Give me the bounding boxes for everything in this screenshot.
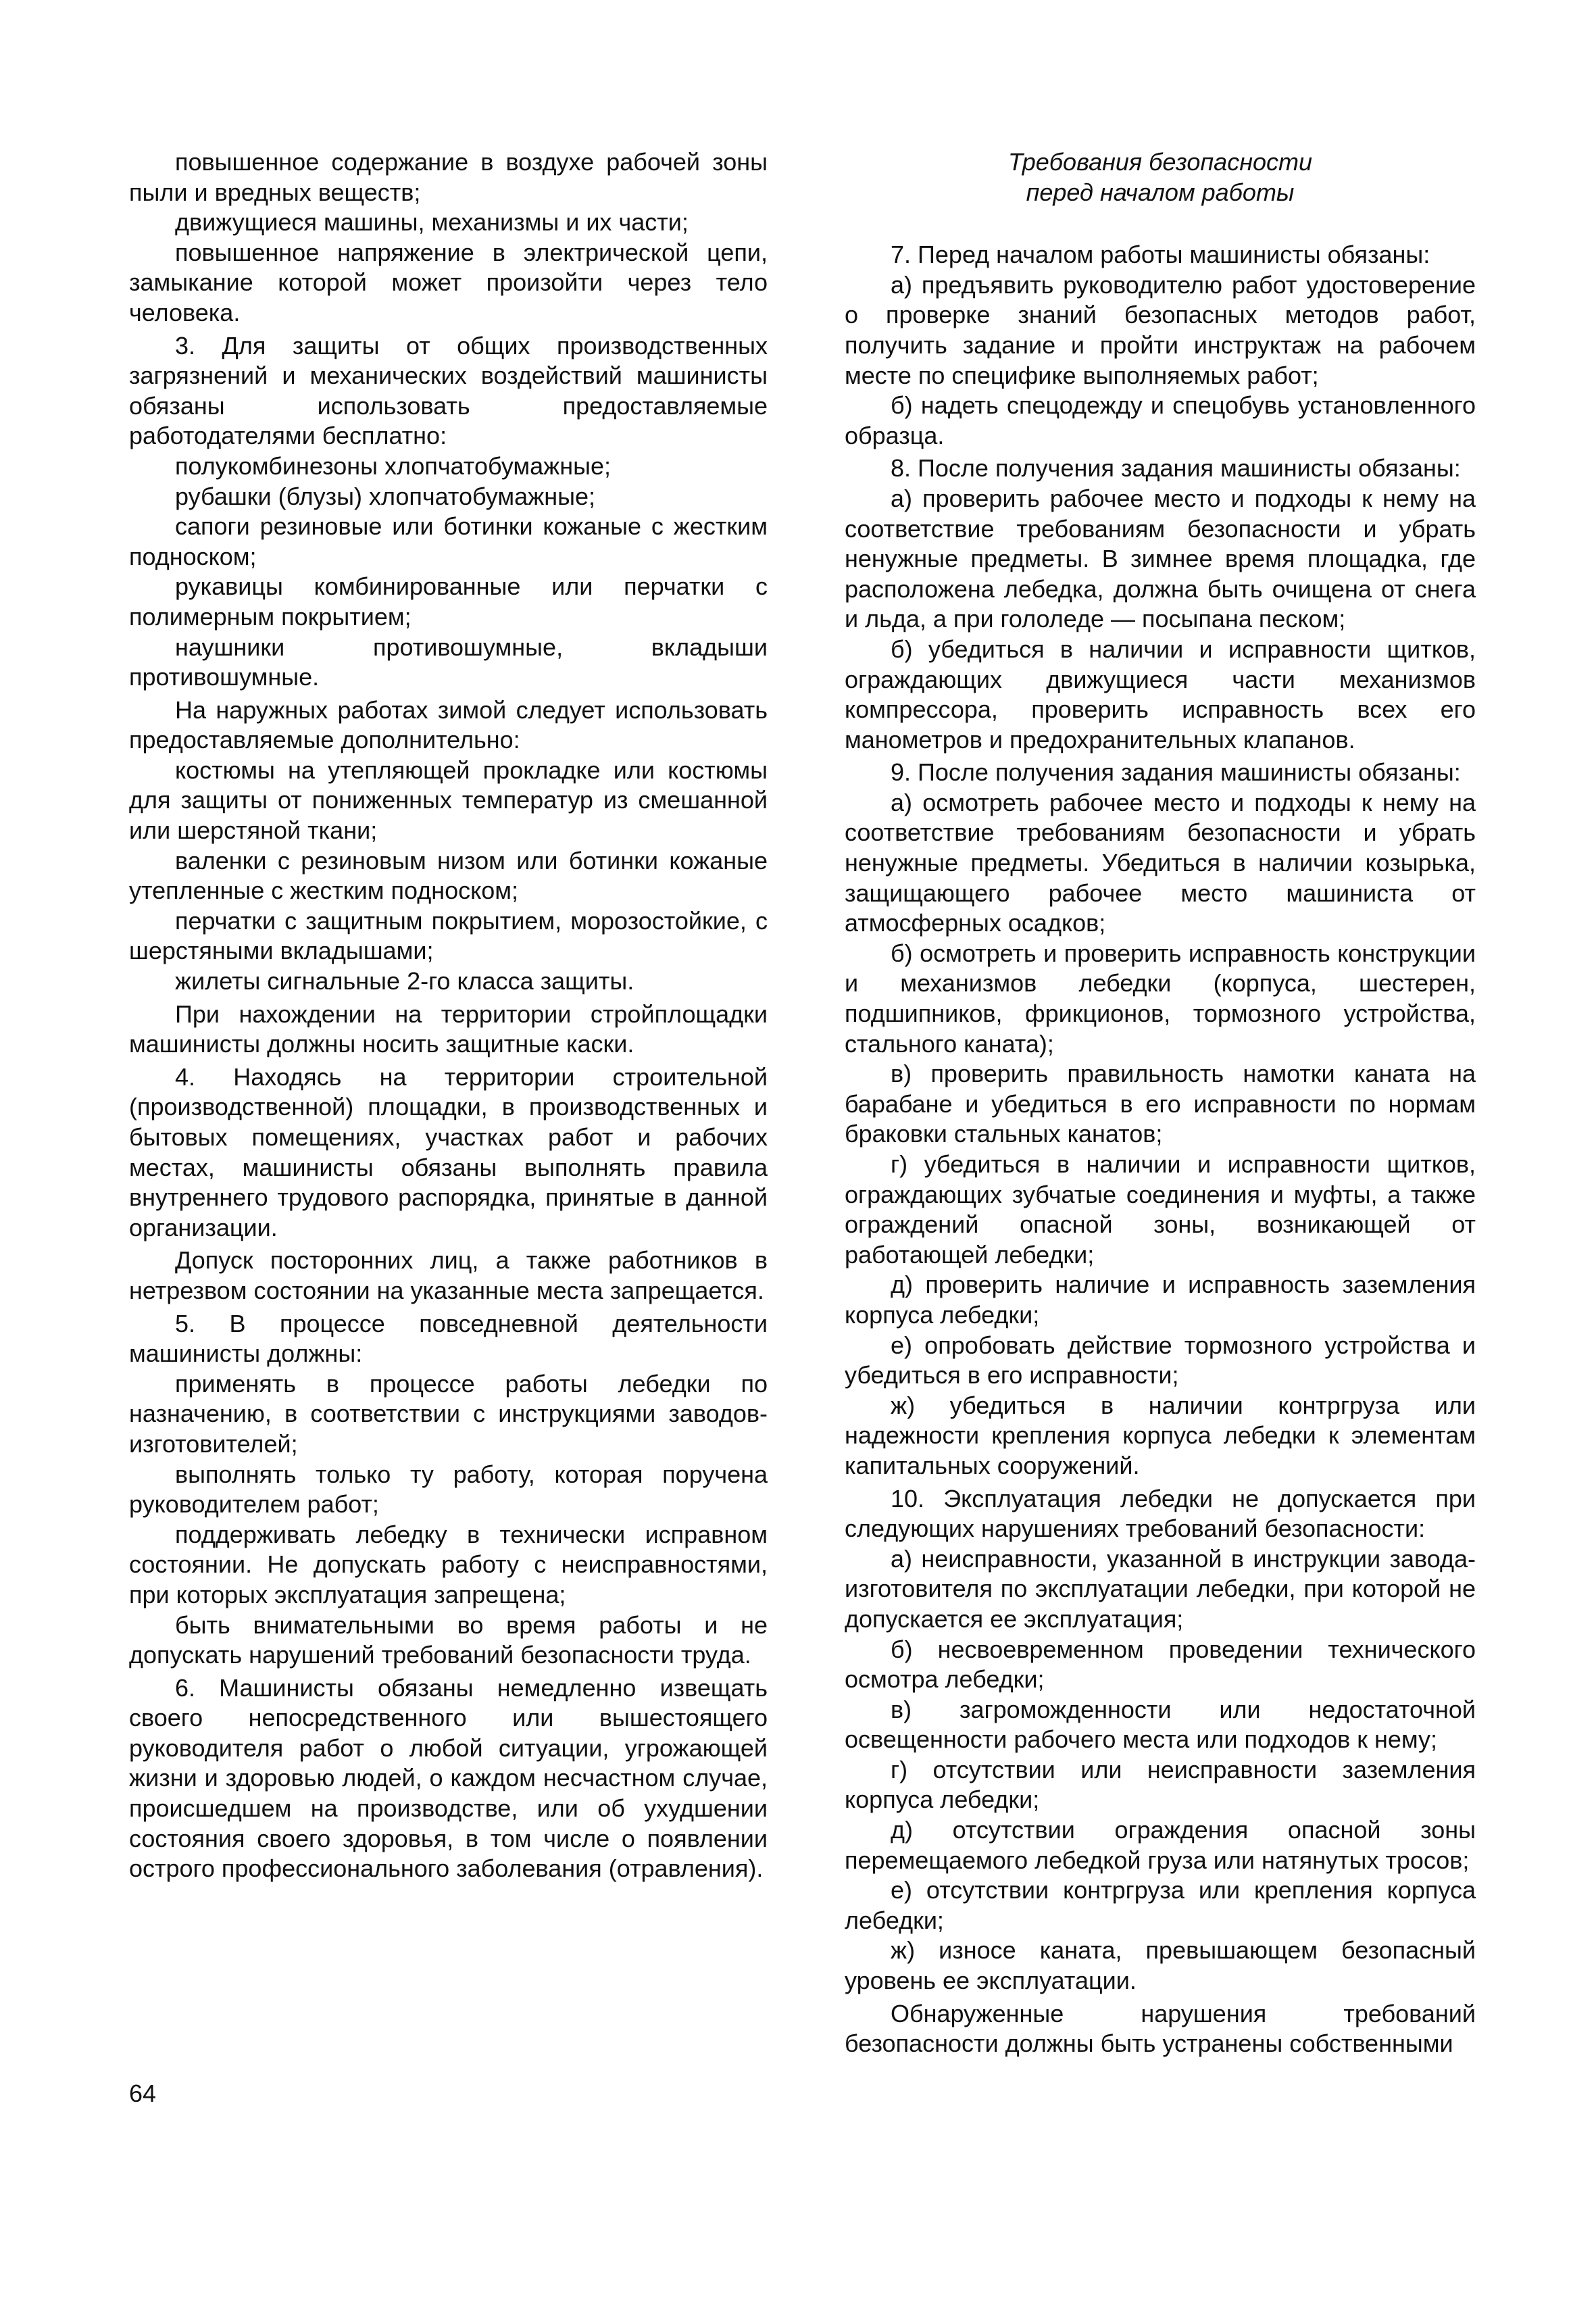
list-item: применять в процессе работы лебедки по назначению, в соответствии с инструкциями заводов-изготовителей;	[129, 1369, 768, 1458]
list-item: полукомбинезоны хлопчатобумажные;	[175, 451, 612, 480]
paragraph: 8. После получения задания машинисты обязаны:	[891, 454, 1461, 483]
list-item: в) загроможденности или недостаточной освещенности рабочего места или подходов к нему;	[845, 1695, 1476, 1754]
list-item: выполнять только ту работу, которая поручена руководителем работ;	[129, 1460, 768, 1519]
list-item: валенки с резиновым низом или ботинки кожаные утепленные с жестким подноском;	[129, 846, 768, 905]
paragraph: Обнаруженные нарушения требований безопасности должны быть устранены собственными	[845, 1999, 1476, 2058]
paragraph: При нахождении на территории стройплощадки машинисты должны носить защитные каски.	[129, 1000, 768, 1058]
page-number: 64	[129, 2079, 157, 2107]
list-item: д) отсутствии ограждения опасной зоны перемещаемого лебедкой груза или натянутых тросов;	[845, 1816, 1476, 1874]
list-item: а) предъявить руководителю работ удостоверение о проверке знаний безопасных методов работ, получить задание и пройти инструктаж на рабочем месте по специфике выполняемых работ;	[845, 270, 1476, 389]
list-item: поддерживать лебедку в технически исправном состоянии. Не допускать работу с неисправностями, при которых эксплуатация запрещена;	[129, 1520, 768, 1608]
list-item: жилеты сигнальные 2-го класса защиты.	[175, 967, 634, 995]
right-column	[845, 147, 1476, 2059]
list-item: быть внимательными во время работы и не допускать нарушений требований безопасности труда.	[129, 1610, 768, 1669]
list-item: рукавицы комбинированные или перчатки с полимерным покрытием;	[129, 572, 768, 631]
paragraph: 6. Машинисты обязаны немедленно извещать своего непосредственного или вышестоящего руководителя работ о любой ситуации, угрожающей жизни и здоровью людей, о каждом несчастном случае, происшедшем на производстве, или об ухудшении состояния своего здоровья, в том числе о появлении острого профессионального заболевания (отравления).	[129, 1673, 768, 1883]
list-item: е) отсутствии контргруза или крепления корпуса лебедки;	[845, 1876, 1476, 1934]
section-heading	[845, 147, 1476, 207]
list-item: д) проверить наличие и исправность заземления корпуса лебедки;	[845, 1271, 1476, 1329]
list-item: наушники противошумные, вкладыши противошумные.	[129, 633, 768, 691]
heading-line: Требования безопасности	[1007, 148, 1313, 176]
list-item: ж) убедиться в наличии контргруза или надежности крепления корпуса лебедки к элементам капитальных сооружений.	[845, 1391, 1476, 1479]
paragraph: На наружных работах зимой следует использовать предоставляемые дополнительно:	[129, 695, 768, 754]
paragraph: 5. В процессе повседневной деятельности машинисты должны:	[129, 1309, 768, 1368]
list-item: перчатки с защитным покрытием, морозостойкие, с шерстяными вкладышами;	[129, 906, 768, 965]
list-item: г) убедиться в наличии и исправности щитков, ограждающих зубчатые соединения и муфты, а также ограждений опасной зоны, возникающей от работающей лебедки;	[845, 1150, 1476, 1269]
heading-line: перед началом работы	[1026, 178, 1295, 206]
list-item: б) убедиться в наличии и исправности щитков, ограждающих движущиеся части механизмов компрессора, проверить исправность всех его манометров и предохранительных клапанов.	[845, 635, 1476, 754]
paragraph: повышенное содержание в воздухе рабочей зоны пыли и вредных веществ;	[129, 148, 768, 206]
list-item: а) проверить рабочее место и подходы к нему на соответствие требованиям безопасности и убрать ненужные предметы. В зимнее время площадка, где расположена лебедка, должна быть очищена от снега и льда, а при гололеде — посыпана песком;	[845, 484, 1476, 633]
paragraph: повышенное напряжение в электрической цепи, замыкание которой может произойти через тело человека.	[129, 238, 768, 326]
list-item: а) осмотреть рабочее место и подходы к нему на соответствие требованиям безопасности и убрать ненужные предметы. Убедиться в наличии козырька, защищающего рабочее место машиниста от атмосферных осадков;	[845, 788, 1476, 937]
list-item: е) опробовать действие тормозного устройства и убедиться в его исправности;	[845, 1331, 1476, 1389]
list-item: костюмы на утепляющей прокладке или костюмы для защиты от пониженных температур из смешанной или шерстяной ткани;	[129, 756, 768, 845]
left-column	[129, 147, 768, 1884]
list-item: б) несвоевременном проведении технического осмотра лебедки;	[845, 1635, 1476, 1694]
list-item: сапоги резиновые или ботинки кожаные с жестким подноском;	[129, 512, 768, 570]
paragraph: Допуск посторонних лиц, а также работников в нетрезвом состоянии на указанные места запрещается.	[129, 1246, 768, 1304]
paragraph: 10. Эксплуатация лебедки не допускается при следующих нарушениях требований безопасности:	[845, 1484, 1476, 1543]
list-item: б) надеть спецодежду и спецобувь установленного образца.	[845, 391, 1476, 449]
paragraph: 4. Находясь на территории строительной (производственной) площадки, в производственных и бытовых помещениях, участках работ и рабочих местах, машинисты обязаны выполнять правила внутреннего трудового распорядка, принятые в данной организации.	[129, 1062, 768, 1241]
list-item: в) проверить правильность намотки каната на барабане и убедиться в его исправности по нормам браковки стальных канатов;	[845, 1060, 1476, 1148]
paragraph: движущиеся машины, механизмы и их части;	[175, 208, 689, 237]
paragraph: 7. Перед началом работы машинисты обязаны:	[891, 241, 1430, 269]
list-item: ж) износе каната, превышающем безопасный уровень ее эксплуатации.	[845, 1936, 1476, 1995]
list-item: рубашки (блузы) хлопчатобумажные;	[175, 482, 596, 510]
list-item: г) отсутствии или неисправности заземления корпуса лебедки;	[845, 1755, 1476, 1814]
paragraph: 3. Для защиты от общих производственных загрязнений и механических воздействий машинисты обязаны использовать предоставляемые работодателями бесплатно:	[129, 331, 768, 450]
list-item: б) осмотреть и проверить исправность конструкции и механизмов лебедки (корпуса, шестерен, подшипников, фрикционов, тормозного устройства, стального каната);	[845, 939, 1476, 1058]
paragraph: 9. После получения задания машинисты обязаны:	[891, 758, 1461, 787]
list-item: а) неисправности, указанной в инструкции завода-изготовителя по эксплуатации лебедки, при которой не допускается ее эксплуатация;	[845, 1544, 1476, 1633]
